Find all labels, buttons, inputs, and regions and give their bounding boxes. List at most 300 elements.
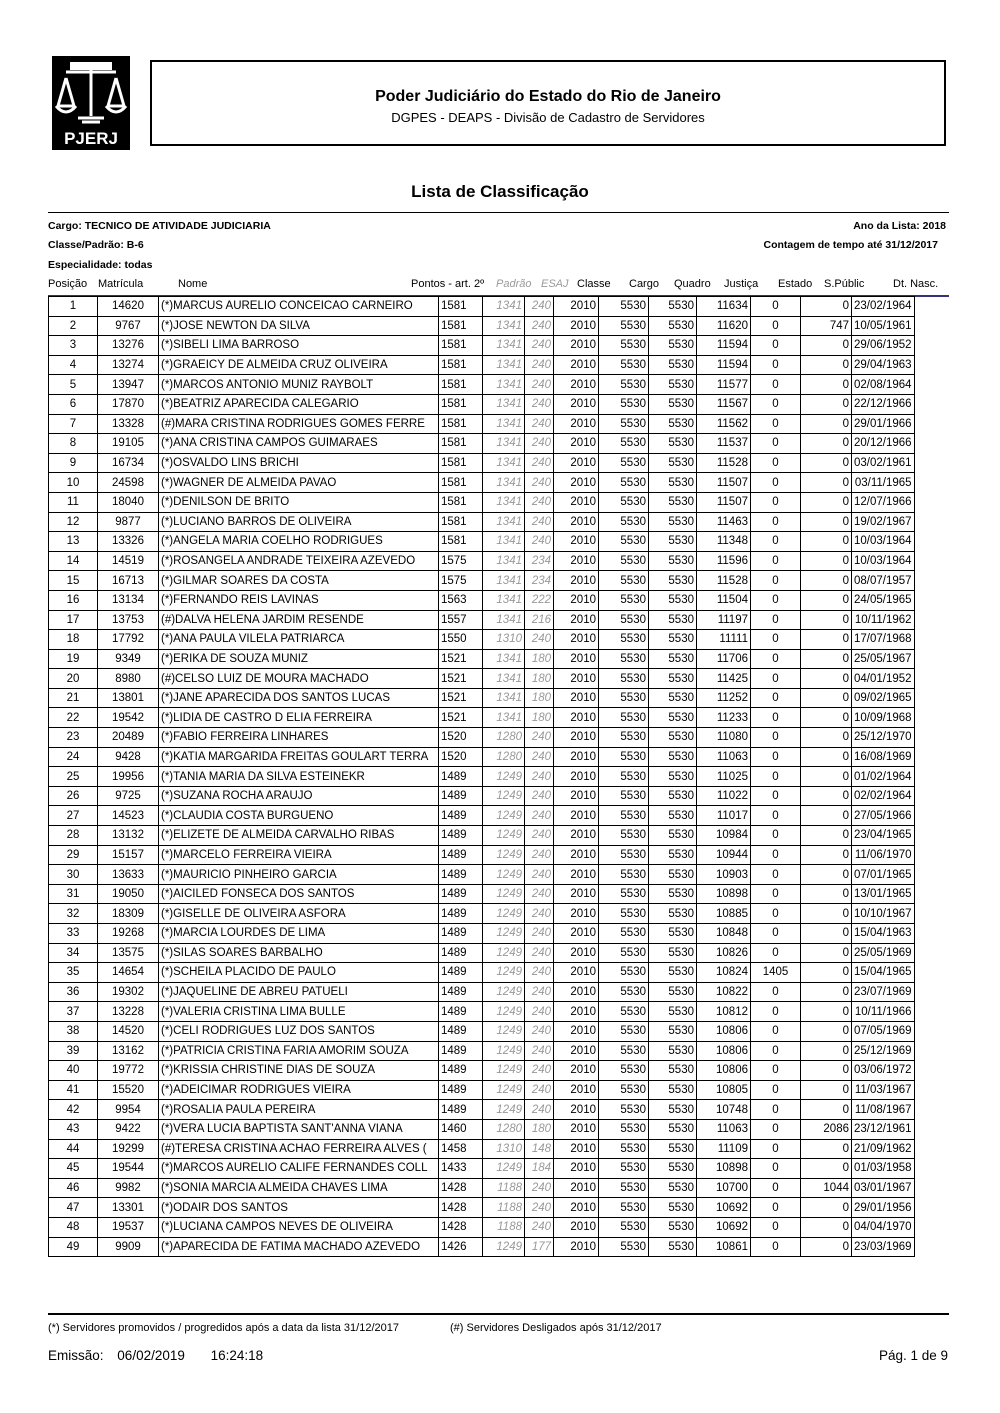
cell-quadro: 5530 <box>649 1100 697 1120</box>
cell-spublic: 0 <box>801 492 852 512</box>
table-row <box>49 297 915 317</box>
cell-estado: 0 <box>751 375 801 395</box>
cell-quadro: 5530 <box>649 669 697 689</box>
table-row <box>49 747 915 767</box>
cell-nome: (*)ANGELA MARIA COELHO RODRIGUES <box>159 532 439 552</box>
cell-justica: 10805 <box>697 1080 751 1100</box>
cell-esaj: 240 <box>525 1041 554 1061</box>
cell-nome: (*)LIDIA DE CASTRO D ELIA FERREIRA <box>159 708 439 728</box>
cell-nome: (*)VALERIA CRISTINA LIMA BULLE <box>159 1002 439 1022</box>
cell-nasc: 02/08/1964 <box>852 375 915 395</box>
cell-pontos: 1581 <box>439 453 483 473</box>
cell-cargo: 5530 <box>599 512 649 532</box>
cell-spublic: 0 <box>801 747 852 767</box>
cell-spublic: 0 <box>801 414 852 434</box>
cell-classe: 2010 <box>554 943 599 963</box>
cell-classe: 2010 <box>554 1139 599 1159</box>
cell-cargo: 5530 <box>599 394 649 414</box>
cell-esaj: 240 <box>525 434 554 454</box>
cell-esaj: 222 <box>525 590 554 610</box>
table-row <box>49 806 915 826</box>
cell-justica: 11109 <box>697 1139 751 1159</box>
cell-classe: 2010 <box>554 571 599 591</box>
cell-justica: 10944 <box>697 845 751 865</box>
cell-quadro: 5530 <box>649 1061 697 1081</box>
table-row <box>49 669 915 689</box>
table-row <box>49 1041 915 1061</box>
cell-cargo: 5530 <box>599 767 649 787</box>
cell-quadro: 5530 <box>649 845 697 865</box>
cell-padrao: 1341 <box>483 394 525 414</box>
cell-justica: 10806 <box>697 1041 751 1061</box>
cell-nasc: 22/12/1966 <box>852 394 915 414</box>
cell-classe: 2010 <box>554 630 599 650</box>
cell-nome: (*)GISELLE DE OLIVEIRA ASFORA <box>159 904 439 924</box>
cell-matricula: 19299 <box>98 1139 159 1159</box>
cell-nasc: 25/12/1970 <box>852 728 915 748</box>
cell-nasc: 29/01/1956 <box>852 1198 915 1218</box>
cell-nasc: 17/07/1968 <box>852 630 915 650</box>
cell-estado: 0 <box>751 492 801 512</box>
cell-justica: 10692 <box>697 1217 751 1237</box>
cell-pontos: 1489 <box>439 1002 483 1022</box>
cell-classe: 2010 <box>554 355 599 375</box>
cell-matricula: 19268 <box>98 924 159 944</box>
cell-posicao: 39 <box>49 1041 98 1061</box>
cell-quadro: 5530 <box>649 512 697 532</box>
cell-nasc: 29/06/1952 <box>852 336 915 356</box>
especialidade-label: Especialidade: todas <box>48 259 153 271</box>
cell-justica: 11562 <box>697 414 751 434</box>
cell-esaj: 240 <box>525 1021 554 1041</box>
cell-posicao: 29 <box>49 845 98 865</box>
cell-matricula: 9725 <box>98 786 159 806</box>
cell-estado: 0 <box>751 904 801 924</box>
cell-nasc: 23/12/1961 <box>852 1119 915 1139</box>
cell-spublic: 0 <box>801 1002 852 1022</box>
cell-justica: 11596 <box>697 551 751 571</box>
cell-matricula: 13633 <box>98 865 159 885</box>
table-row <box>49 414 915 434</box>
table-row <box>49 1178 915 1198</box>
table-row <box>49 1159 915 1179</box>
cell-esaj: 240 <box>525 414 554 434</box>
cell-cargo: 5530 <box>599 355 649 375</box>
cell-quadro: 5530 <box>649 355 697 375</box>
cell-esaj: 240 <box>525 316 554 336</box>
org-subtitle: DGPES - DEAPS - Divisão de Cadastro de Servidores <box>391 110 705 125</box>
cell-nasc: 02/02/1964 <box>852 786 915 806</box>
cell-nasc: 03/11/1965 <box>852 473 915 493</box>
cell-cargo: 5530 <box>599 1159 649 1179</box>
cell-quadro: 5530 <box>649 963 697 983</box>
cell-matricula: 19956 <box>98 767 159 787</box>
cell-cargo: 5530 <box>599 845 649 865</box>
cell-nasc: 07/05/1969 <box>852 1021 915 1041</box>
cell-nasc: 23/02/1964 <box>852 297 915 317</box>
table-row <box>49 630 915 650</box>
cell-justica: 10748 <box>697 1100 751 1120</box>
cell-nasc: 25/05/1969 <box>852 943 915 963</box>
cell-estado: 0 <box>751 982 801 1002</box>
cell-classe: 2010 <box>554 1178 599 1198</box>
cell-justica: 11463 <box>697 512 751 532</box>
cell-matricula: 9954 <box>98 1100 159 1120</box>
cell-spublic: 0 <box>801 904 852 924</box>
cell-cargo: 5530 <box>599 473 649 493</box>
cell-posicao: 26 <box>49 786 98 806</box>
cell-matricula: 15157 <box>98 845 159 865</box>
cell-pontos: 1489 <box>439 943 483 963</box>
cell-pontos: 1489 <box>439 806 483 826</box>
cell-pontos: 1581 <box>439 532 483 552</box>
cell-justica: 11111 <box>697 630 751 650</box>
cell-pontos: 1581 <box>439 512 483 532</box>
cell-classe: 2010 <box>554 728 599 748</box>
cell-classe: 2010 <box>554 551 599 571</box>
cell-cargo: 5530 <box>599 492 649 512</box>
cell-pontos: 1428 <box>439 1198 483 1218</box>
cell-quadro: 5530 <box>649 1159 697 1179</box>
cell-posicao: 4 <box>49 355 98 375</box>
cell-quadro: 5530 <box>649 904 697 924</box>
table-row <box>49 473 915 493</box>
cell-justica: 11706 <box>697 649 751 669</box>
cell-estado: 0 <box>751 630 801 650</box>
cell-spublic: 0 <box>801 394 852 414</box>
cell-spublic: 747 <box>801 316 852 336</box>
cell-nome: (*)MARCOS AURELIO CALIFE FERNANDES COLL <box>159 1159 439 1179</box>
cell-estado: 0 <box>751 806 801 826</box>
table-row <box>49 590 915 610</box>
table-row <box>49 1237 915 1257</box>
cell-posicao: 46 <box>49 1178 98 1198</box>
cell-matricula: 17792 <box>98 630 159 650</box>
cell-padrao: 1341 <box>483 669 525 689</box>
cell-nome: (*)SUZANA ROCHA ARAUJO <box>159 786 439 806</box>
cell-estado: 0 <box>751 708 801 728</box>
cell-justica: 10885 <box>697 904 751 924</box>
cell-nome: (*)ADEICIMAR RODRIGUES VIEIRA <box>159 1080 439 1100</box>
table-row <box>49 767 915 787</box>
cell-posicao: 8 <box>49 434 98 454</box>
cell-estado: 0 <box>751 1100 801 1120</box>
cell-pontos: 1489 <box>439 865 483 885</box>
cell-classe: 2010 <box>554 688 599 708</box>
cell-posicao: 41 <box>49 1080 98 1100</box>
cell-nome: (*)LUCIANO BARROS DE OLIVEIRA <box>159 512 439 532</box>
cell-padrao: 1249 <box>483 884 525 904</box>
cell-padrao: 1249 <box>483 904 525 924</box>
cell-spublic: 0 <box>801 963 852 983</box>
logo-text: PJERJ <box>64 129 118 148</box>
cell-padrao: 1249 <box>483 924 525 944</box>
cell-posicao: 30 <box>49 865 98 885</box>
cell-estado: 0 <box>751 1041 801 1061</box>
cell-matricula: 14520 <box>98 1021 159 1041</box>
cell-esaj: 240 <box>525 473 554 493</box>
cell-quadro: 5530 <box>649 1002 697 1022</box>
cell-padrao: 1249 <box>483 865 525 885</box>
cell-justica: 10692 <box>697 1198 751 1218</box>
table-row <box>49 355 915 375</box>
cell-padrao: 1249 <box>483 806 525 826</box>
cell-nasc: 21/09/1962 <box>852 1139 915 1159</box>
col-estado: Estado <box>778 278 813 290</box>
cell-matricula: 19105 <box>98 434 159 454</box>
cell-cargo: 5530 <box>599 590 649 610</box>
cell-spublic: 0 <box>801 1061 852 1081</box>
cell-nome: (*)ERIKA DE SOUZA MUNIZ <box>159 649 439 669</box>
col-justica: Justiça <box>724 278 759 290</box>
cell-estado: 0 <box>751 590 801 610</box>
cell-cargo: 5530 <box>599 1198 649 1218</box>
cell-cargo: 5530 <box>599 786 649 806</box>
cell-spublic: 0 <box>801 355 852 375</box>
cell-pontos: 1489 <box>439 904 483 924</box>
cell-quadro: 5530 <box>649 767 697 787</box>
cell-posicao: 12 <box>49 512 98 532</box>
cell-matricula: 9428 <box>98 747 159 767</box>
cell-nome: (*)ANA CRISTINA CAMPOS GUIMARAES <box>159 434 439 454</box>
cell-spublic: 0 <box>801 1139 852 1159</box>
cell-pontos: 1581 <box>439 473 483 493</box>
cell-posicao: 20 <box>49 669 98 689</box>
classe-label: Classe/Padrão: B-6 <box>48 239 144 251</box>
cell-cargo: 5530 <box>599 708 649 728</box>
cell-posicao: 21 <box>49 688 98 708</box>
cell-cargo: 5530 <box>599 1002 649 1022</box>
table-row <box>49 826 915 846</box>
cell-padrao: 1249 <box>483 767 525 787</box>
cell-justica: 10826 <box>697 943 751 963</box>
cell-padrao: 1249 <box>483 943 525 963</box>
cell-cargo: 5530 <box>599 865 649 885</box>
table-row <box>49 375 915 395</box>
cell-nasc: 03/06/1972 <box>852 1061 915 1081</box>
cell-nasc: 23/07/1969 <box>852 982 915 1002</box>
cell-spublic: 1044 <box>801 1178 852 1198</box>
table-row <box>49 688 915 708</box>
cell-nasc: 07/01/1965 <box>852 865 915 885</box>
cell-justica: 11634 <box>697 297 751 317</box>
cell-posicao: 38 <box>49 1021 98 1041</box>
table-row <box>49 708 915 728</box>
table-row <box>49 1061 915 1081</box>
cell-cargo: 5530 <box>599 1139 649 1159</box>
cell-quadro: 5530 <box>649 492 697 512</box>
cell-nasc: 10/09/1968 <box>852 708 915 728</box>
cell-posicao: 43 <box>49 1119 98 1139</box>
cell-pontos: 1581 <box>439 355 483 375</box>
cell-matricula: 15520 <box>98 1080 159 1100</box>
cell-cargo: 5530 <box>599 630 649 650</box>
cell-estado: 0 <box>751 1021 801 1041</box>
cell-justica: 11063 <box>697 747 751 767</box>
cell-estado: 0 <box>751 1217 801 1237</box>
cell-estado: 0 <box>751 786 801 806</box>
cell-cargo: 5530 <box>599 453 649 473</box>
cell-pontos: 1581 <box>439 336 483 356</box>
cell-posicao: 35 <box>49 963 98 983</box>
cell-nome: (*)ANA PAULA VILELA PATRIARCA <box>159 630 439 650</box>
cell-estado: 0 <box>751 747 801 767</box>
cell-padrao: 1341 <box>483 473 525 493</box>
cell-spublic: 0 <box>801 845 852 865</box>
cell-cargo: 5530 <box>599 375 649 395</box>
cell-classe: 2010 <box>554 963 599 983</box>
cell-padrao: 1249 <box>483 786 525 806</box>
cell-estado: 0 <box>751 1119 801 1139</box>
cell-nome: (#)CELSO LUIZ DE MOURA MACHADO <box>159 669 439 689</box>
cell-matricula: 9422 <box>98 1119 159 1139</box>
cell-classe: 2010 <box>554 924 599 944</box>
cell-padrao: 1341 <box>483 434 525 454</box>
cell-posicao: 14 <box>49 551 98 571</box>
cell-justica: 10898 <box>697 884 751 904</box>
cell-esaj: 240 <box>525 943 554 963</box>
cell-nome: (#)MARA CRISTINA RODRIGUES GOMES FERRE <box>159 414 439 434</box>
cell-pontos: 1489 <box>439 1100 483 1120</box>
table-row <box>49 924 915 944</box>
cell-cargo: 5530 <box>599 806 649 826</box>
cell-nasc: 29/04/1963 <box>852 355 915 375</box>
cell-nasc: 15/04/1965 <box>852 963 915 983</box>
cell-matricula: 19050 <box>98 884 159 904</box>
emission-date: 06/02/2019 <box>117 1348 185 1363</box>
table-row <box>49 904 915 924</box>
cell-matricula: 13801 <box>98 688 159 708</box>
cell-nasc: 12/07/1966 <box>852 492 915 512</box>
cell-posicao: 32 <box>49 904 98 924</box>
cell-nome: (*)KATIA MARGARIDA FREITAS GOULART TERRA <box>159 747 439 767</box>
cell-posicao: 5 <box>49 375 98 395</box>
cell-cargo: 5530 <box>599 1237 649 1257</box>
cell-cargo: 5530 <box>599 336 649 356</box>
contagem-label: Contagem de tempo até 31/12/2017 <box>763 239 938 251</box>
cell-cargo: 5530 <box>599 551 649 571</box>
cell-nasc: 09/02/1965 <box>852 688 915 708</box>
cell-padrao: 1341 <box>483 512 525 532</box>
cell-quadro: 5530 <box>649 826 697 846</box>
cell-pontos: 1489 <box>439 786 483 806</box>
cell-esaj: 240 <box>525 865 554 885</box>
cell-cargo: 5530 <box>599 982 649 1002</box>
cell-cargo: 5530 <box>599 1178 649 1198</box>
cell-nasc: 04/01/1952 <box>852 669 915 689</box>
cell-spublic: 2086 <box>801 1119 852 1139</box>
cell-estado: 0 <box>751 865 801 885</box>
cell-classe: 2010 <box>554 669 599 689</box>
cell-classe: 2010 <box>554 1021 599 1041</box>
col-pontos: Pontos - art. 2º <box>411 278 485 290</box>
table-row <box>49 571 915 591</box>
cell-classe: 2010 <box>554 806 599 826</box>
cell-spublic: 0 <box>801 1080 852 1100</box>
table-row <box>49 884 915 904</box>
cell-padrao: 1341 <box>483 688 525 708</box>
cell-cargo: 5530 <box>599 1021 649 1041</box>
cell-nome: (*)SONIA MARCIA ALMEIDA CHAVES LIMA <box>159 1178 439 1198</box>
cell-posicao: 10 <box>49 473 98 493</box>
cell-estado: 0 <box>751 1061 801 1081</box>
col-posicao: Posição <box>48 278 88 290</box>
cell-posicao: 3 <box>49 336 98 356</box>
cell-quadro: 5530 <box>649 297 697 317</box>
cell-classe: 2010 <box>554 1080 599 1100</box>
cell-classe: 2010 <box>554 590 599 610</box>
col-esaj: ESAJ <box>541 278 569 290</box>
cell-pontos: 1575 <box>439 571 483 591</box>
cell-esaj: 240 <box>525 1217 554 1237</box>
col-nome: Nome <box>178 278 208 290</box>
cell-posicao: 27 <box>49 806 98 826</box>
cell-pontos: 1521 <box>439 669 483 689</box>
cell-spublic: 0 <box>801 610 852 630</box>
cell-spublic: 0 <box>801 1237 852 1257</box>
cell-nome: (*)MARCUS AURELIO CONCEICAO CARNEIRO <box>159 297 439 317</box>
cell-classe: 2010 <box>554 904 599 924</box>
cell-classe: 2010 <box>554 747 599 767</box>
cell-classe: 2010 <box>554 492 599 512</box>
cell-cargo: 5530 <box>599 943 649 963</box>
cell-esaj: 240 <box>525 512 554 532</box>
cell-pontos: 1426 <box>439 1237 483 1257</box>
cell-esaj: 148 <box>525 1139 554 1159</box>
table-row <box>49 1217 915 1237</box>
scales-of-justice-icon <box>52 56 130 150</box>
cell-classe: 2010 <box>554 826 599 846</box>
cell-posicao: 44 <box>49 1139 98 1159</box>
cell-pontos: 1489 <box>439 1021 483 1041</box>
cell-padrao: 1341 <box>483 316 525 336</box>
cell-estado: 1405 <box>751 963 801 983</box>
cell-justica: 10861 <box>697 1237 751 1257</box>
cell-posicao: 18 <box>49 630 98 650</box>
cell-nome: (*)SILAS SOARES BARBALHO <box>159 943 439 963</box>
cell-nome: (*)MARCELO FERREIRA VIEIRA <box>159 845 439 865</box>
table-row <box>49 982 915 1002</box>
cell-esaj: 240 <box>525 532 554 552</box>
cell-justica: 11348 <box>697 532 751 552</box>
cell-nome: (*)GRAEICY DE ALMEIDA CRUZ OLIVEIRA <box>159 355 439 375</box>
cell-quadro: 5530 <box>649 884 697 904</box>
cell-cargo: 5530 <box>599 884 649 904</box>
cell-quadro: 5530 <box>649 1217 697 1237</box>
cell-matricula: 13301 <box>98 1198 159 1218</box>
cell-pontos: 1563 <box>439 590 483 610</box>
cell-nome: (*)OSVALDO LINS BRICHI <box>159 453 439 473</box>
table-row <box>49 394 915 414</box>
cell-estado: 0 <box>751 316 801 336</box>
cell-cargo: 5530 <box>599 434 649 454</box>
table-row <box>49 1080 915 1100</box>
cell-posicao: 15 <box>49 571 98 591</box>
cell-quadro: 5530 <box>649 590 697 610</box>
cell-matricula: 24598 <box>98 473 159 493</box>
cell-padrao: 1249 <box>483 1041 525 1061</box>
cell-justica: 11567 <box>697 394 751 414</box>
cell-padrao: 1341 <box>483 649 525 669</box>
cell-posicao: 16 <box>49 590 98 610</box>
cell-spublic: 0 <box>801 434 852 454</box>
cell-cargo: 5530 <box>599 1100 649 1120</box>
cell-cargo: 5530 <box>599 1217 649 1237</box>
cell-cargo: 5530 <box>599 1080 649 1100</box>
cell-nome: (*)VERA LUCIA BAPTISTA SANT'ANNA VIANA <box>159 1119 439 1139</box>
cell-quadro: 5530 <box>649 924 697 944</box>
cell-esaj: 240 <box>525 1100 554 1120</box>
